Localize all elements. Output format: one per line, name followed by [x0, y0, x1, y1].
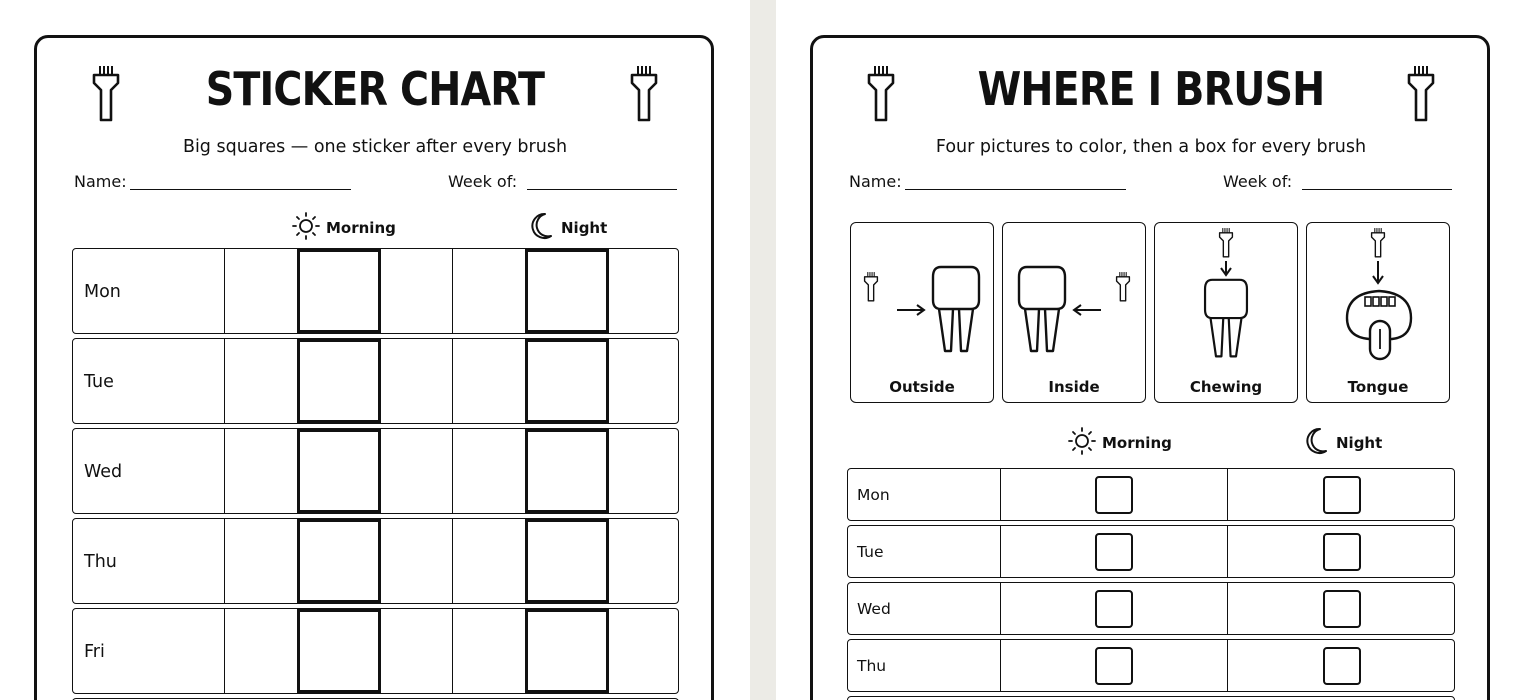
- inside-panel: [1002, 222, 1146, 403]
- day-label: Wed: [857, 600, 891, 618]
- page-title: STICKER CHART: [205, 62, 545, 116]
- week-line[interactable]: [527, 189, 677, 190]
- panel-label: Outside: [889, 378, 955, 396]
- night-sticker-box[interactable]: [525, 609, 609, 693]
- moon-icon: [1302, 427, 1330, 455]
- week-label: Week of:: [1223, 172, 1293, 191]
- morning-header: Morning: [326, 219, 396, 237]
- row-divider: [1000, 583, 1001, 634]
- panel-label: Tongue: [1347, 378, 1409, 396]
- night-header: Night: [1336, 434, 1383, 452]
- day-label: Mon: [857, 486, 890, 504]
- night-checkbox[interactable]: [1323, 647, 1361, 685]
- night-sticker-box[interactable]: [525, 249, 609, 333]
- name-label: Name:: [74, 172, 127, 191]
- week-line[interactable]: [1302, 189, 1452, 190]
- row-divider: [1227, 583, 1228, 634]
- sun-icon: [292, 212, 320, 240]
- row-divider: [1227, 469, 1228, 520]
- day-row: [847, 468, 1455, 521]
- night-checkbox[interactable]: [1323, 590, 1361, 628]
- tongue-icon: [1307, 223, 1451, 404]
- day-label: Thu: [84, 552, 117, 572]
- day-row: [72, 608, 679, 694]
- sticker-chart-sheet: [0, 0, 750, 700]
- page-subtitle: Four pictures to color, then a box for every brush: [935, 137, 1367, 157]
- tongue-panel: [1306, 222, 1450, 403]
- tooth-outside-icon: [851, 223, 995, 404]
- morning-checkbox[interactable]: [1095, 533, 1133, 571]
- day-label: Tue: [84, 372, 114, 392]
- moon-icon: [527, 212, 555, 240]
- night-sticker-box[interactable]: [525, 339, 609, 423]
- day-label: Fri: [84, 642, 105, 662]
- row-divider: [1000, 469, 1001, 520]
- chewing-panel: [1154, 222, 1298, 403]
- day-row: [847, 639, 1455, 692]
- page-title: WHERE I BRUSH: [977, 62, 1325, 116]
- morning-header: Morning: [1102, 434, 1172, 452]
- row-divider: [452, 339, 453, 423]
- tooth-chewing-icon: [1155, 223, 1299, 404]
- morning-checkbox[interactable]: [1095, 647, 1133, 685]
- day-row: [72, 518, 679, 604]
- day-row: [72, 338, 679, 424]
- morning-sticker-box[interactable]: [297, 609, 381, 693]
- night-checkbox[interactable]: [1323, 533, 1361, 571]
- row-divider: [1000, 526, 1001, 577]
- row-divider: [1227, 640, 1228, 691]
- morning-checkbox[interactable]: [1095, 590, 1133, 628]
- day-label: Tue: [857, 543, 884, 561]
- day-row: [847, 582, 1455, 635]
- morning-sticker-box[interactable]: [297, 339, 381, 423]
- where-i-brush-sheet: [776, 0, 1526, 700]
- night-sticker-box[interactable]: [525, 519, 609, 603]
- row-divider: [224, 429, 225, 513]
- name-line[interactable]: [905, 189, 1126, 190]
- panel-label: Chewing: [1189, 378, 1263, 396]
- row-divider: [224, 519, 225, 603]
- outside-panel: [850, 222, 994, 403]
- morning-checkbox[interactable]: [1095, 476, 1133, 514]
- night-sticker-box[interactable]: [525, 429, 609, 513]
- night-checkbox[interactable]: [1323, 476, 1361, 514]
- morning-sticker-box[interactable]: [297, 519, 381, 603]
- day-row: [72, 428, 679, 514]
- row-divider: [452, 429, 453, 513]
- page-subtitle: Big squares — one sticker after every brush: [182, 137, 568, 157]
- row-divider: [224, 249, 225, 333]
- day-row: [847, 696, 1455, 700]
- name-label: Name:: [849, 172, 902, 191]
- night-header: Night: [561, 219, 608, 237]
- row-divider: [1000, 640, 1001, 691]
- day-row: [847, 525, 1455, 578]
- day-label: Thu: [857, 657, 887, 675]
- row-divider: [452, 249, 453, 333]
- panel-label: Inside: [1048, 378, 1100, 396]
- morning-sticker-box[interactable]: [297, 429, 381, 513]
- week-label: Week of:: [448, 172, 518, 191]
- tooth-inside-icon: [1003, 223, 1147, 404]
- row-divider: [452, 519, 453, 603]
- row-divider: [452, 609, 453, 693]
- row-divider: [1227, 526, 1228, 577]
- day-label: Mon: [84, 282, 121, 302]
- sun-icon: [1068, 427, 1096, 455]
- morning-sticker-box[interactable]: [297, 249, 381, 333]
- day-label: Wed: [84, 462, 123, 482]
- row-divider: [224, 609, 225, 693]
- name-line[interactable]: [130, 189, 351, 190]
- row-divider: [224, 339, 225, 423]
- day-row: [72, 248, 679, 334]
